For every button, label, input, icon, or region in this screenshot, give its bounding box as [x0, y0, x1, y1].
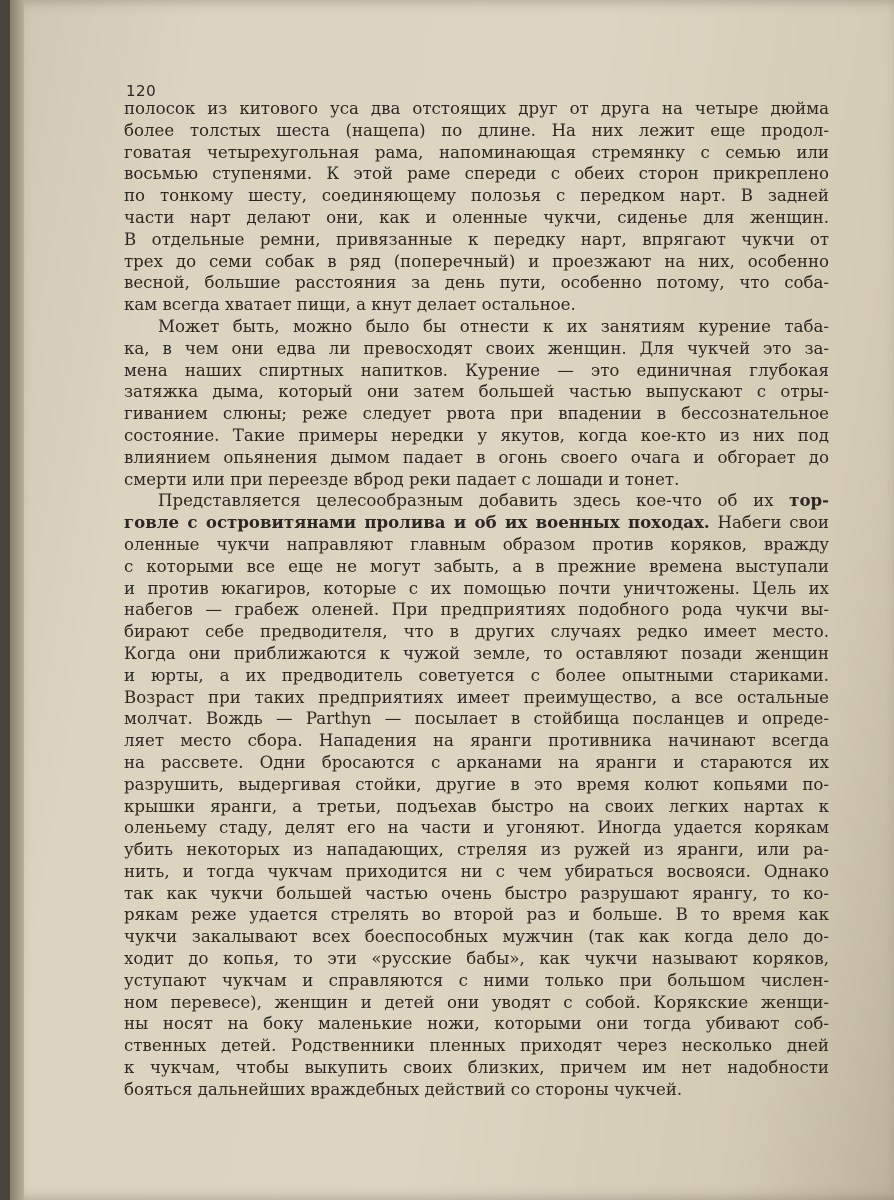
text-line: нить, и тогда чукчам приходится ни с чем убираться восвояси. Однако — [124, 861, 829, 881]
text-line: ственных детей. Родственники пленных приходят через несколько дней — [124, 1036, 829, 1056]
text-line: более толстых шеста (нащепа) по длине. На них лежит еще продол- — [124, 120, 829, 140]
text-line: разрушить, выдергивая стойки, другие в это время колют копьями по- — [124, 774, 829, 794]
text-line: ка, в чем они едва ли превосходят своих женщин. Для чукчей это за- — [124, 338, 829, 358]
text-line: молчат. Вождь — Parthyn — посылает в стойбища посланцев и опреде- — [124, 709, 829, 729]
text-line: восьмью ступенями. К этой раме спереди с обеих сторон прикреплено — [124, 164, 829, 184]
text-line: ляет место сбора. Нападения на яранги противника начинают всегда — [124, 731, 829, 751]
text-line: ходит до копья, то эти «русские бабы», как чукчи называют коряков, — [124, 949, 829, 969]
text-line: по тонкому шесту, соединяющему полозья с передком нарт. В задней — [124, 186, 829, 206]
text-line: с которыми все еще не могут забыть, а в прежние времена выступали — [124, 556, 829, 576]
text-line: кам всегда хватает пищи, а кнут делает остальное. — [124, 295, 576, 315]
text-line: и юрты, а их предводитель советуется с более опытными стариками. — [124, 665, 829, 685]
text-line: и против юкагиров, которые с их помощью почти уничтожены. Цель их — [124, 578, 829, 598]
page-binding-edge — [10, 0, 24, 1200]
text-line: говле с островитянами пролива и об их военных походах. Набеги свои — [124, 512, 829, 533]
text-line: убить некоторых из нападающих, стреляя из ружей из яранги, или ра- — [124, 840, 829, 860]
text-line: Представляется целесообразным добавить здесь кое-что об их тор- — [158, 490, 829, 511]
text-line: Когда они приближаются к чужой земле, то оставляют позади женщин — [124, 643, 829, 663]
text-line: влиянием опьянения дымом падает в огонь своего очага и обгорает до — [124, 447, 829, 467]
text-line: смерти или при переезде вброд реки падает с лошади и тонет. — [124, 469, 680, 489]
text-line: уступают чукчам и справляются с ними только при большом числен- — [124, 970, 829, 990]
text-line: части нарт делают они, как и оленные чукчи, сиденье для женщин. — [124, 207, 829, 227]
text-line: полосок из китового уса два отстоящих друг от друга на четыре дюйма — [124, 99, 829, 118]
text-line: затяжка дыма, который они затем большей частью выпускают с отры- — [124, 382, 829, 402]
text-line: говатая четырехугольная рама, напоминающая стремянку с семью или — [124, 142, 829, 162]
text-line: рякам реже удается стрелять во второй раз и больше. В то время как — [124, 905, 829, 925]
text-line: мена наших спиртных напитков. Курение — это единичная глубокая — [124, 360, 829, 380]
paragraph — [124, 490, 829, 1100]
text-line: так как чукчи большей частью очень быстро разрушают ярангу, то ко- — [124, 883, 829, 903]
text-line: весной, большие расстояния за день пути, особенно потому, что соба- — [124, 273, 829, 293]
text-line: Возраст при таких предприятиях имеет преимущество, а все остальные — [124, 687, 829, 707]
text-line: оленные чукчи направляют главным образом против коряков, вражду — [124, 534, 829, 554]
text-line: бирают себе предводителя, что в других случаях редко имеет место. — [124, 622, 829, 642]
bold-emphasis: тор- — [789, 490, 829, 511]
paragraph — [124, 98, 829, 316]
text-line: бояться дальнейших враждебных действий со стороны чукчей. — [124, 1079, 683, 1099]
text-line: набегов — грабеж оленей. При предприятиях подобного рода чукчи вы- — [124, 600, 829, 620]
text-line: чукчи закалывают всех боеспособных мужчин (так как когда дело до- — [124, 927, 829, 947]
text-line: к чукчам, чтобы выкупить своих близких, причем им нет надобности — [124, 1058, 829, 1078]
bold-emphasis: говле с островитянами пролива и об их военных походах. — [124, 512, 710, 533]
text-line: оленьему стаду, делят его на части и угоняют. Иногда удается корякам — [124, 818, 829, 838]
text-line: В отдельные ремни, привязанные к передку нарт, впрягают чукчи от — [124, 229, 829, 249]
text-line: крышки яранги, а третьи, подъехав быстро на своих легких нартах к — [124, 796, 829, 816]
text-line: гиванием слюны; реже следует рвота при впадении в бессознательное — [124, 404, 829, 424]
text-line: на рассвете. Одни бросаются с арканами на яранги и стараются их — [124, 752, 829, 772]
body-text — [124, 98, 829, 1101]
text-line: ны носят на боку маленькие ножи, которыми они тогда убивают соб- — [124, 1014, 829, 1034]
paragraph — [124, 316, 829, 490]
text-line: ном перевесе), женщин и детей они уводят с собой. Корякские женщи- — [124, 992, 829, 1012]
text-line: трех до семи собак в ряд (поперечный) и проезжают на них, особенно — [124, 251, 829, 271]
page-number: 120 — [126, 82, 157, 100]
text-line: состояние. Такие примеры нередки у якутов, когда кое-кто из них под — [124, 425, 829, 445]
text-line: Может быть, можно было бы отнести к их занятиям курение таба- — [158, 316, 829, 336]
